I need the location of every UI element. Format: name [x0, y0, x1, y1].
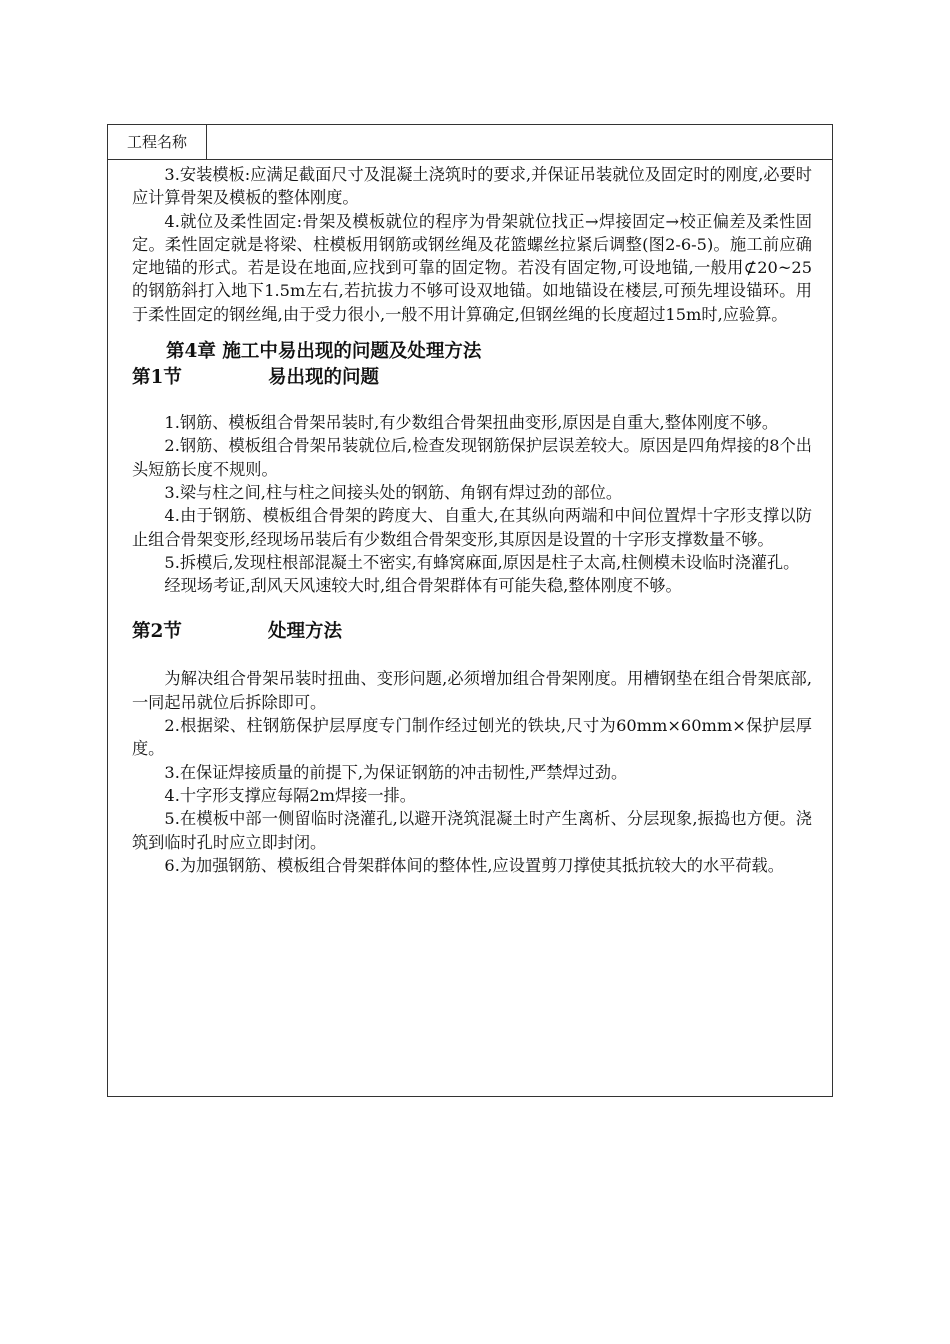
header-row — [108, 125, 832, 160]
problem-paragraph: 3.梁与柱之间,柱与柱之间接头处的钢筋、角钢有焊过劲的部位。 — [164, 482, 623, 502]
solution-paragraph: 5.在模板中部一侧留临时浇灌孔,以避开浇筑混凝土时产生离析、分层现象,振捣也方便。浇筑到临时孔时应立即封闭。 — [132, 809, 812, 852]
solution-paragraph: 4.十字形支撑应每隔2m焊接一排。 — [164, 785, 416, 805]
paragraph-flexible-fixing: 4.就位及柔性固定:骨架及模板就位的程序为骨架就位找正→焊接固定→校正偏差及柔性固定。柔性固定就是将梁、柱模板用钢筋或钢丝绳及花篮螺丝拉紧后调整(图2-6-5)。施工前应确定地锚的形式。若是设在地面,应找到可靠的固定物。若没有固定物,可设地锚,一般用⊄20~25的钢筋斜打入地下1.5m左右,若抗拔力不够可设双地锚。如地锚设在楼层,可预先埋设锚环。用于柔性固定的钢丝绳,由于受力很小,一般不用计算确定,但钢丝绳的长度超过15m时,应验算。 — [132, 211, 812, 324]
chapter-heading: 第4章 施工中易出现的问题及处理方法 — [166, 341, 482, 363]
solution-paragraph: 为解决组合骨架吊装时扭曲、变形问题,必须增加组合骨架刚度。用槽钢垫在组合骨架底部,一同起吊就位后拆除即可。 — [132, 669, 812, 712]
problem-paragraph: 经现场考证,刮风天风速较大时,组合骨架群体有可能失稳,整体刚度不够。 — [164, 576, 682, 596]
problem-paragraph: 1.钢筋、模板组合骨架吊装时,有少数组合骨架扭曲变形,原因是自重大,整体刚度不够。 — [164, 413, 779, 433]
section-1-number: 第1节 — [132, 367, 182, 389]
solution-paragraph: 3.在保证焊接质量的前提下,为保证钢筋的冲击韧性,严禁焊过劲。 — [164, 762, 628, 782]
solution-paragraph: 6.为加强钢筋、模板组合骨架群体间的整体性,应设置剪刀撑使其抵抗较大的水平荷载。 — [164, 855, 784, 875]
section-2-number: 第2节 — [132, 621, 182, 643]
problem-paragraph: 4.由于钢筋、模板组合骨架的跨度大、自重大,在其纵向两端和中间位置焊十字形支撑以防止组合骨架变形,经现场吊装后有少数组合骨架变形,其原因是设置的十字形支撑数量不够。 — [132, 506, 812, 549]
project-name-value — [207, 125, 832, 159]
section-1-title: 易出现的问题 — [268, 367, 380, 389]
section-heading-1 — [132, 365, 812, 391]
problem-paragraph: 5.拆模后,发现柱根部混凝土不密实,有蜂窝麻面,原因是柱子太高,柱侧模未设临时浇灌孔。 — [164, 552, 800, 572]
project-name-label: 工程名称 — [108, 125, 207, 159]
solution-paragraph: 2.根据梁、柱钢筋保护层厚度专门制作经过刨光的铁块,尺寸为60mm×60mm×保护层厚度。 — [132, 716, 812, 759]
document-table — [107, 124, 833, 1097]
document-body — [132, 163, 812, 877]
problem-paragraph: 2.钢筋、模板组合骨架吊装就位后,检查发现钢筋保护层误差较大。原因是四角焊接的8个出头短筋长度不规则。 — [132, 436, 812, 479]
section-heading-2 — [132, 619, 812, 645]
section-2-title: 处理方法 — [268, 621, 343, 643]
paragraph-install-formwork: 3.安装模板:应满足截面尺寸及混凝土浇筑时的要求,并保证吊装就位及固定时的刚度,必要时应计算骨架及模板的整体刚度。 — [132, 165, 812, 208]
